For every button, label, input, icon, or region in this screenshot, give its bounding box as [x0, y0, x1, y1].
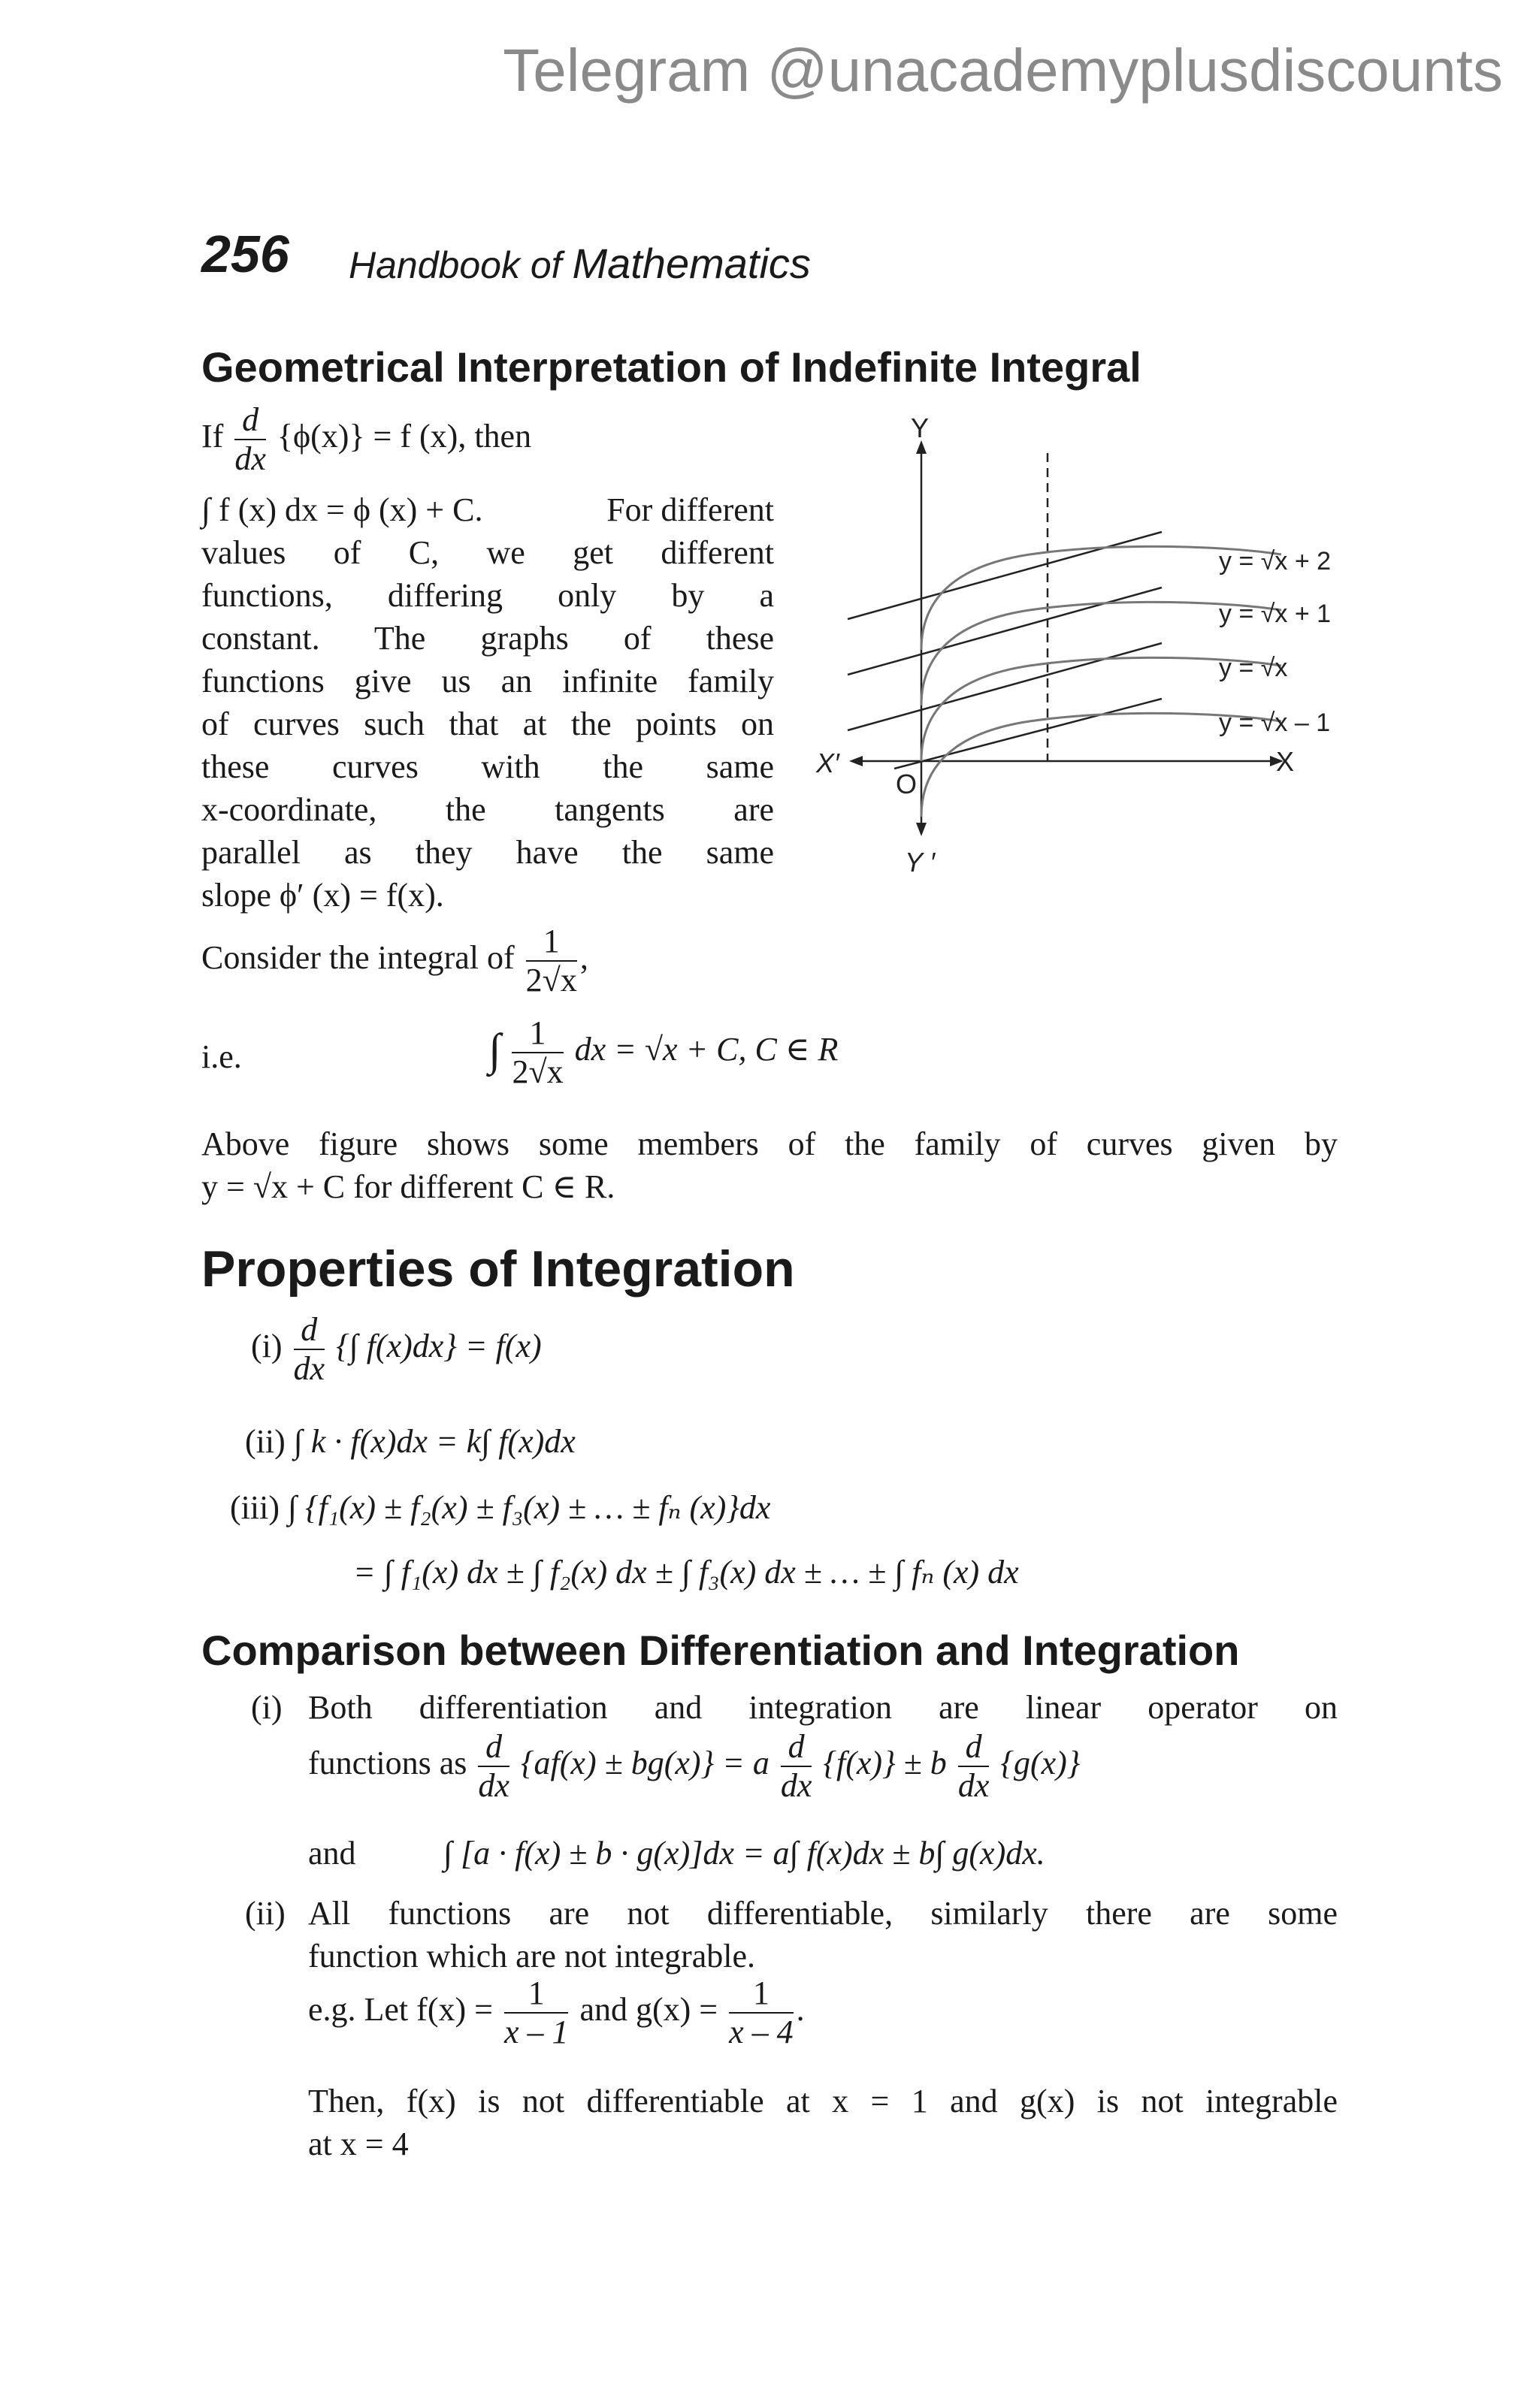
fraction-denominator: x – 4	[729, 2014, 794, 2050]
d-numerator: d	[485, 1728, 503, 1765]
dx-denominator: dx	[957, 1767, 990, 1804]
d-numerator: d	[788, 1728, 805, 1765]
property-iii-line1: ∫ {f₁(x) ± f₂(x) ± f₃(x) ± … ± fₙ (x)}dx	[287, 1489, 771, 1526]
comparison-i-line1: Both differentiation and integration are linear operator on	[308, 1689, 1338, 1726]
dx-denominator: dx	[478, 1767, 509, 1804]
fraction-numerator: 1	[504, 1974, 569, 2014]
y-neg-axis-label: Y ′	[905, 847, 936, 878]
then-paragraph	[308, 2080, 1338, 2165]
y-neg-axis-arrow	[916, 823, 927, 836]
y-axis-label: Y	[911, 412, 930, 443]
tangent-line	[848, 588, 1162, 675]
property-i-body: {∫ f(x)dx} = f(x)	[336, 1328, 542, 1365]
property-ii-label: (ii)	[245, 1423, 286, 1460]
d-numerator: d	[965, 1728, 982, 1765]
comparison-ii-label: (ii)	[245, 1895, 286, 1932]
geometry-paragraph	[201, 531, 774, 917]
property-ii-body: ∫ k · f(x)dx = k∫ f(x)dx	[293, 1423, 576, 1460]
paragraph-line: these curves with the same	[201, 748, 774, 785]
page-number: 256	[201, 225, 289, 283]
property-i-label: (i)	[251, 1328, 283, 1365]
paragraph-line: slope ϕ′ (x) = f(x).	[201, 877, 444, 914]
if-word: If	[201, 418, 224, 455]
property-i	[251, 1311, 542, 1388]
consider-text: Consider the integral of	[201, 939, 515, 977]
example-text: e.g. Let f(x) =	[308, 1991, 493, 2029]
curve-label: y = √x – 1	[1219, 709, 1331, 737]
example-line	[308, 1974, 805, 2051]
one-over-two-root-x	[512, 1014, 563, 1091]
x-neg-axis-label: X′	[816, 748, 839, 778]
ie-label: i.e.	[201, 1038, 242, 1075]
paragraph-line: Then, f(x) is not differentiable at x = 1 and g(x) is not integrable	[308, 2083, 1338, 2119]
comparison-i-label: (i)	[251, 1689, 283, 1726]
paragraph-line: values of C, we get different	[201, 534, 774, 571]
dx-denominator: dx	[780, 1767, 812, 1804]
fraction-numerator: 1	[512, 1014, 563, 1053]
x-neg-axis-arrow	[849, 756, 863, 766]
tangent-line	[894, 699, 1162, 769]
functions-as-line	[308, 1728, 1080, 1805]
ie-equation	[488, 1014, 838, 1091]
d-dx-fraction	[478, 1728, 509, 1805]
properties-heading: Properties of Integration	[201, 1240, 795, 1298]
tangent-line	[848, 643, 1162, 730]
paragraph-line: constant. The graphs of these	[201, 620, 774, 657]
paragraph-line: functions give us an infinite family	[201, 663, 774, 699]
paragraph-line: parallel as they have the same	[201, 834, 774, 871]
one-over-x-minus-1	[504, 1974, 569, 2051]
paragraph-line: Above figure shows some members of the family of curves given by	[201, 1125, 1338, 1162]
integral-linearity-expr: ∫ [a · f(x) ± b · g(x)]dx = a∫ f(x)dx ± b∫ g(x)dx.	[443, 1835, 1045, 1872]
phi-expression: {ϕ(x)} = f (x), then	[277, 418, 532, 455]
d-numerator: d	[242, 401, 259, 438]
consider-line: Consider the integral of $\frac{1}{2√x}$ ,	[201, 923, 588, 999]
property-iii-continuation	[353, 1551, 1019, 1594]
fraction-denominator: x – 1	[503, 2014, 569, 2050]
and-g-text: and g(x) =	[579, 1991, 718, 2029]
comparison-heading: Comparison between Differentiation and Integration	[201, 1627, 1240, 1674]
d-dx-fraction	[294, 1311, 325, 1388]
family-of-curves-figure	[812, 412, 1368, 893]
paragraph-line: of curves such that at the points on	[201, 705, 774, 742]
one-over-two-root-x	[526, 923, 577, 999]
paragraph-line: All functions are not differentiable, similarly there are some	[308, 1895, 1338, 1932]
above-figure-paragraph	[201, 1122, 1338, 1208]
linearity-expr-1: {af(x) ± bg(x)} = a	[520, 1745, 770, 1782]
one-over-x-minus-4	[729, 1974, 794, 2051]
curve-label: y = √x	[1219, 654, 1288, 682]
d-numerator: d	[301, 1311, 318, 1348]
section-heading-geometrical: Geometrical Interpretation of Indefinite Integral	[201, 343, 1141, 391]
dx-denominator: dx	[234, 440, 266, 477]
linearity-expr-2: {f(x)} ± b	[823, 1745, 947, 1782]
functions-as-text: functions as	[308, 1745, 467, 1782]
book-title	[349, 239, 811, 288]
and-expression	[443, 1832, 1045, 1875]
property-ii	[245, 1420, 576, 1463]
fraction-denominator: 2√x	[512, 1053, 564, 1090]
paragraph-line: at x = 4	[308, 2126, 409, 2162]
and-word: and	[308, 1835, 356, 1872]
paragraph-line: function which are not integrable.	[308, 1938, 756, 1974]
dx-denominator: dx	[293, 1350, 325, 1387]
integral-line	[201, 488, 774, 531]
property-iii	[230, 1486, 770, 1529]
integral-sign: ∫	[488, 1025, 501, 1075]
property-iii-line2: = ∫ f₁(x) dx ± ∫ f₂(x) dx ± ∫ f₃(x) dx ± … ± ∫ fₙ (x) dx	[353, 1554, 1019, 1591]
paragraph-line: x-coordinate, the tangents are	[201, 791, 774, 828]
d-dx-fraction	[781, 1728, 812, 1805]
watermark: Telegram @unacademyplusdiscounts	[503, 37, 1503, 104]
if-line	[201, 401, 531, 478]
integral-expression: ∫ f (x) dx = ϕ (x) + C.	[201, 491, 483, 528]
book-title-subject: Mathematics	[572, 240, 811, 287]
paragraph-line: functions, differing only by a	[201, 577, 774, 614]
d-dx-fraction	[234, 401, 266, 478]
property-iii-label: (iii)	[230, 1489, 280, 1526]
fraction-denominator: 2√x	[525, 962, 577, 999]
fraction-numerator: 1	[729, 1974, 794, 2014]
curve-label: y = √x + 1	[1219, 600, 1332, 628]
curve-label: y = √x + 2	[1219, 547, 1332, 576]
book-title-prefix: Handbook of	[349, 244, 562, 286]
origin-label: O	[896, 769, 918, 799]
fraction-numerator: 1	[526, 923, 577, 962]
for-different-text: For different	[606, 491, 774, 528]
paragraph-line: y = √x + C for different C ∈ R.	[201, 1168, 615, 1205]
ie-rhs: dx = √x + C, C ∈ R	[574, 1031, 839, 1068]
linearity-expr-3: {g(x)}	[1000, 1745, 1081, 1782]
x-axis-label: X	[1276, 746, 1295, 777]
period: .	[796, 1991, 805, 2029]
tangent-line	[848, 532, 1162, 619]
d-dx-fraction	[958, 1728, 990, 1805]
comparison-ii-text	[308, 1892, 1338, 1977]
